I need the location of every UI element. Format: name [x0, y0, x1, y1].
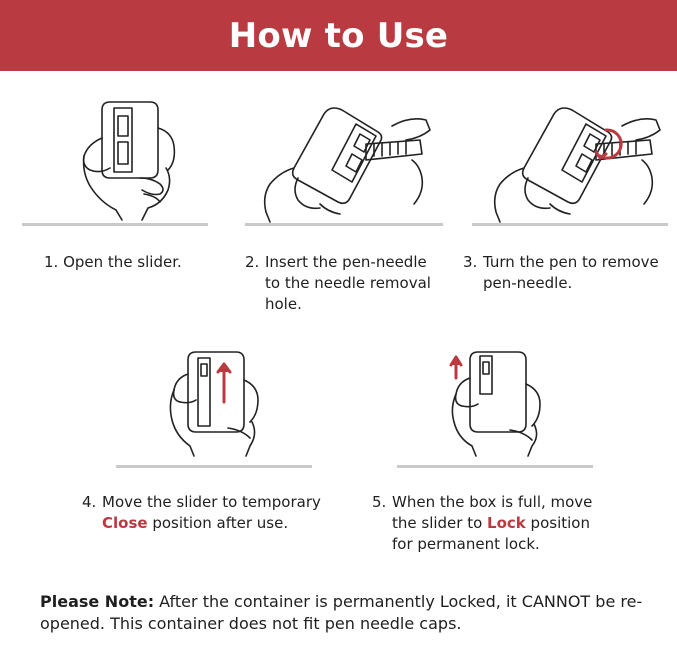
step-number: 1.	[44, 253, 59, 271]
step-text-line: pen-needle.	[483, 274, 573, 292]
note-text: After the container is permanently Locked, it CANNOT be re-opened. This container does not fit pen needle caps.	[40, 592, 643, 633]
illustration-turn-pen	[492, 104, 662, 222]
illustration-close-slider	[168, 348, 268, 458]
illustration-lock-slider	[448, 348, 558, 458]
shelf-divider	[245, 223, 443, 226]
step-text-line: position after use.	[147, 514, 289, 532]
step-text-line: for permanent lock.	[392, 535, 540, 553]
step-3	[463, 252, 675, 294]
close-highlight: Close	[102, 514, 148, 532]
page-title: How to Use	[228, 15, 449, 56]
please-note	[40, 591, 660, 635]
step-4	[82, 492, 364, 534]
shelf-divider	[472, 223, 668, 226]
shelf-divider	[22, 223, 208, 226]
step-number: 4.	[82, 493, 97, 511]
illustration-open-slider	[80, 98, 190, 223]
step-number: 2.	[245, 253, 260, 271]
step-text: Open the slider.	[63, 253, 182, 271]
step-text-line: Insert the pen-needle	[265, 253, 427, 271]
shelf-divider	[116, 465, 312, 468]
note-label: Please Note:	[40, 592, 155, 611]
step-text-line: the slider to	[392, 514, 488, 532]
header-banner	[0, 0, 677, 71]
lock-highlight: Lock	[487, 514, 526, 532]
step-5	[372, 492, 648, 555]
step-number: 3.	[463, 253, 478, 271]
step-text-line: to the needle removal	[265, 274, 431, 292]
step-text-line: position	[525, 514, 590, 532]
shelf-divider	[397, 465, 593, 468]
step-2	[245, 252, 465, 315]
step-1	[44, 252, 234, 273]
step-number: 5.	[372, 493, 387, 511]
step-text-line: Move the slider to temporary	[102, 493, 321, 511]
step-text-line: Turn the pen to remove	[483, 253, 659, 271]
step-text-line: When the box is full, move	[392, 493, 593, 511]
illustration-insert-needle	[262, 104, 432, 222]
step-text-line: hole.	[265, 295, 302, 313]
